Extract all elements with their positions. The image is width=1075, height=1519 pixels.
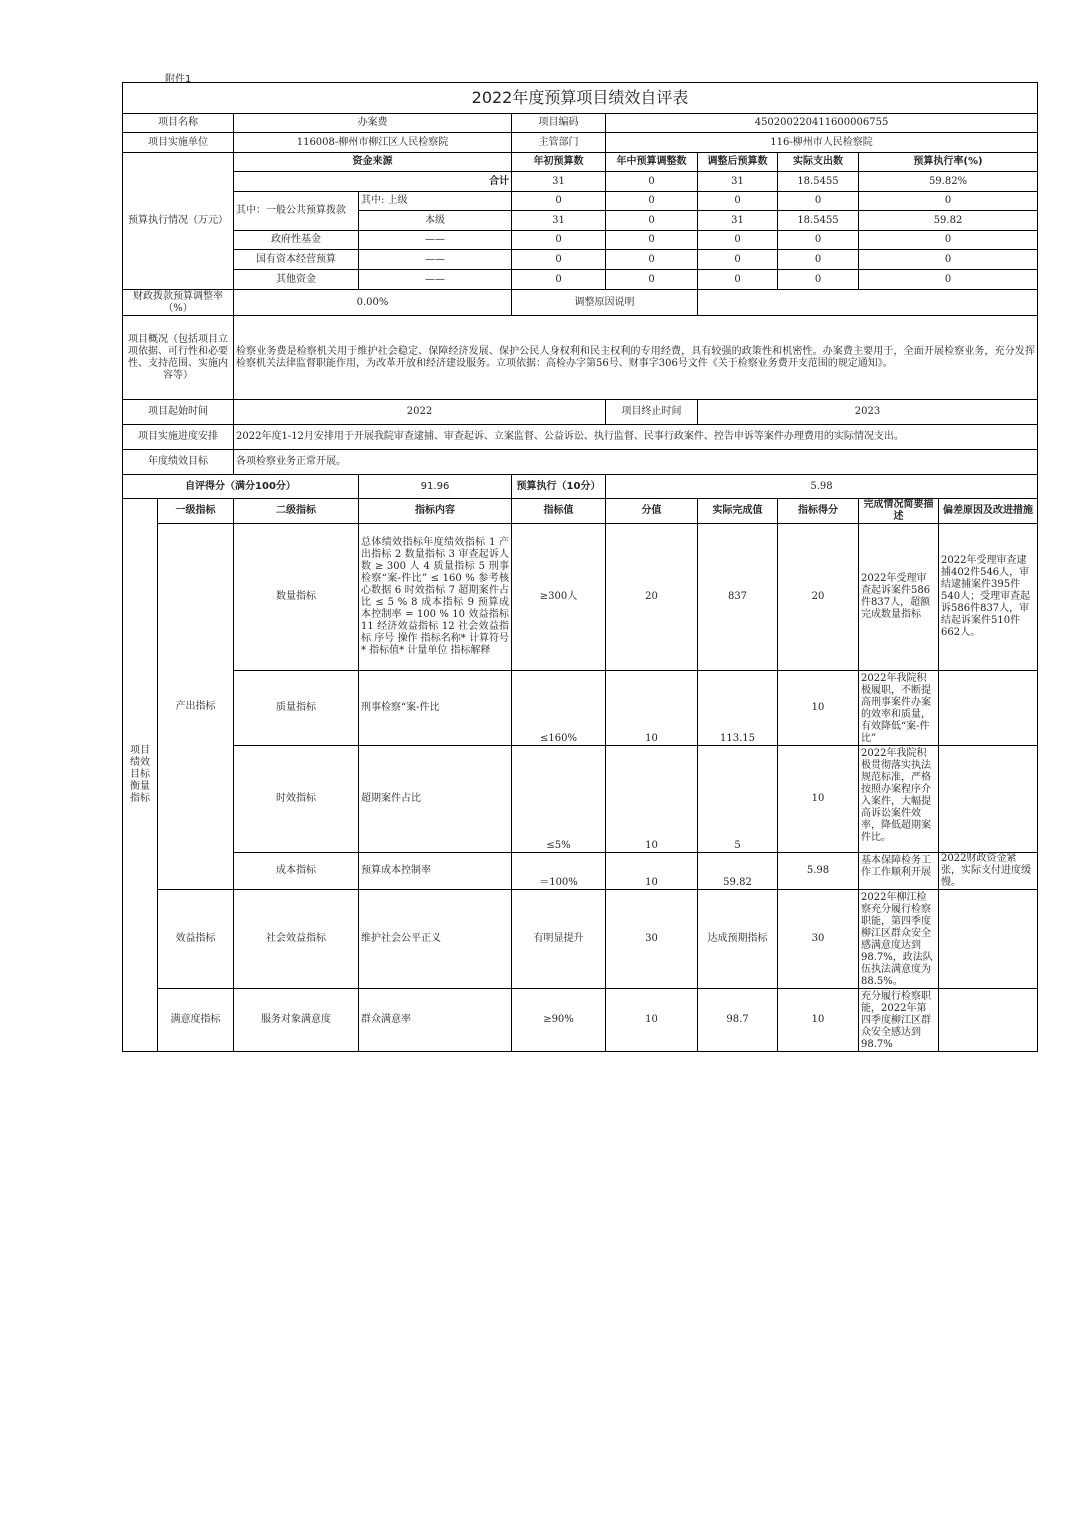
table-row-content: 总体绩效指标年度绩效指标 1 产出指标 2 数量指标 3 审查起诉人数 ≥ 300 人 4 质量指标 5 刑事检察“案-件比” ≤ 160 % 参考核心数据 6 时效指标 7 超期案件占比 ≤ 5 % 8 成本指标 9 预算成本控制率 = 100 % 10 效益指标 11 经济效益指标 12 社会效益指标 序号 操作 指标名称* 计算符号* 指标值* 计量单位 指标解释 bbox=[359, 524, 512, 671]
start-time-value: 2022 bbox=[234, 400, 606, 425]
adjust-rate-value: 0.00% bbox=[234, 290, 512, 316]
overview-label: 项目概况（包括项目立项依据、可行性和必要性、支持范围、实施内容等） bbox=[123, 316, 234, 400]
table-row-desc: 基本保障检务工作工作顺利开展 bbox=[859, 853, 939, 890]
adjust-rate-label: 财政拨款预算调整率（%） bbox=[123, 290, 234, 316]
budget-local-actual: 18.5455 bbox=[778, 211, 859, 231]
overview-text: 检察业务费是检察机关用于维护社会稳定、保障经济发展、保护公民人身权利和民主权利的专用经费，具有较强的政策性和机密性。办案费主要用于，全面开展检察业务，充分发挥检察机关法律监督职能作用，为改革开放和经济建设服务。立项依据：高检办字第56号、财事字306号文件《关于检察业务费开支范围的规定通知》。 bbox=[234, 316, 1038, 400]
adjust-reason-value bbox=[698, 290, 1038, 316]
budget-exec-label: 预算执行（10分） bbox=[512, 475, 606, 499]
budget-exec-value: 5.98 bbox=[606, 475, 1038, 499]
budget-upper-midyear: 0 bbox=[606, 192, 698, 211]
table-row-l2: 社会效益指标 bbox=[234, 890, 359, 989]
table-row-content: 预算成本控制率 bbox=[359, 853, 512, 890]
table-row-actual: 98.7 bbox=[698, 989, 778, 1052]
budget-other-adjusted: 0 bbox=[698, 270, 778, 290]
budget-other-rate: 0 bbox=[859, 270, 1038, 290]
ind-header-content: 指标内容 bbox=[359, 499, 512, 524]
budget-header-initial: 年初预算数 bbox=[512, 153, 606, 172]
budget-statecap-initial: 0 bbox=[512, 250, 606, 270]
table-row-value: 有明显提升 bbox=[512, 890, 606, 989]
budget-statecap-dash: —— bbox=[359, 250, 512, 270]
budget-header-source: 资金来源 bbox=[234, 153, 512, 172]
table-row-l2: 质量指标 bbox=[234, 671, 359, 746]
table-row-desc: 2022年柳江检察充分履行检察职能，第四季度柳江区群众安全感满意度达到98.7%，政法队伍执法满意度为88.5%。 bbox=[859, 890, 939, 989]
table-row-score: 20 bbox=[606, 524, 698, 671]
table-row-content: 超期案件占比 bbox=[359, 746, 512, 853]
unit-label: 项目实施单位 bbox=[123, 133, 234, 153]
budget-upper-initial: 0 bbox=[512, 192, 606, 211]
table-row-score: 10 bbox=[606, 671, 698, 746]
end-time-value: 2023 bbox=[698, 400, 1038, 425]
table-row-reason bbox=[939, 989, 1038, 1052]
table-row-got: 5.98 bbox=[778, 853, 859, 890]
start-time-label: 项目起始时间 bbox=[123, 400, 234, 425]
table-row-content: 刑事检察“案-件比 bbox=[359, 671, 512, 746]
table-row-content: 维护社会公平正义 bbox=[359, 890, 512, 989]
budget-statecap-label: 国有资本经营预算 bbox=[234, 250, 359, 270]
budget-other-label: 其他资金 bbox=[234, 270, 359, 290]
table-row-got: 10 bbox=[778, 989, 859, 1052]
budget-govfund-rate: 0 bbox=[859, 231, 1038, 250]
annual-goal-text: 各项检察业务正常开展。 bbox=[234, 450, 1038, 475]
table-row-score: 10 bbox=[606, 989, 698, 1052]
table-row-got: 10 bbox=[778, 671, 859, 746]
table-row-actual: 5 bbox=[698, 746, 778, 853]
table-row-value: ≥300人 bbox=[512, 524, 606, 671]
ind-header-value: 指标值 bbox=[512, 499, 606, 524]
dept-label: 主管部门 bbox=[512, 133, 606, 153]
table-row-l2: 时效指标 bbox=[234, 746, 359, 853]
progress-text: 2022年度1-12月安排用于开展我院审查逮捕、审查起诉、立案监督、公益诉讼、执行监督、民事行政案件、控告申诉等案件办理费用的实际情况支出。 bbox=[234, 425, 1038, 450]
budget-header-rate: 预算执行率(%) bbox=[859, 153, 1038, 172]
table-row-desc: 2022年我院积极履职，不断提高刑事案件办案的效率和质量，有效降低“案-件比” bbox=[859, 671, 939, 746]
table-row-actual: 837 bbox=[698, 524, 778, 671]
project-name: 办案费 bbox=[234, 114, 512, 133]
budget-local-rate: 59.82 bbox=[859, 211, 1038, 231]
budget-total-adjusted: 31 bbox=[698, 172, 778, 192]
project-code: 450200220411600006755 bbox=[606, 114, 1038, 133]
budget-other-dash: —— bbox=[359, 270, 512, 290]
budget-govfund-adjusted: 0 bbox=[698, 231, 778, 250]
table-row-got: 10 bbox=[778, 746, 859, 853]
table-row-l2: 数量指标 bbox=[234, 524, 359, 671]
annual-goal-label: 年度绩效目标 bbox=[123, 450, 234, 475]
budget-local-midyear: 0 bbox=[606, 211, 698, 231]
budget-total-rate: 59.82% bbox=[859, 172, 1038, 192]
table-row-actual: 59.82 bbox=[698, 853, 778, 890]
budget-total-actual: 18.5455 bbox=[778, 172, 859, 192]
budget-upper-rate: 0 bbox=[859, 192, 1038, 211]
benefit-indicator-label: 效益指标 bbox=[158, 890, 234, 989]
table-row-reason: 2022年受理审查逮捕402件546人，审结逮捕案件395件540人；受理审查起诉586件837人，审结起诉案件510件662人。 bbox=[939, 524, 1038, 671]
budget-other-midyear: 0 bbox=[606, 270, 698, 290]
budget-govfund-midyear: 0 bbox=[606, 231, 698, 250]
budget-other-actual: 0 bbox=[778, 270, 859, 290]
table-row-content: 群众满意率 bbox=[359, 989, 512, 1052]
budget-govfund-initial: 0 bbox=[512, 231, 606, 250]
table-title: 2022年度预算项目绩效自评表 bbox=[123, 83, 1038, 114]
budget-header-adjusted: 调整后预算数 bbox=[698, 153, 778, 172]
budget-header-midyear: 年中预算调整数 bbox=[606, 153, 698, 172]
table-row-score: 10 bbox=[606, 853, 698, 890]
budget-total-label: 合计 bbox=[234, 172, 512, 192]
table-row-value: ≥90% bbox=[512, 989, 606, 1052]
budget-section-label: 预算执行情况（万元） bbox=[123, 153, 234, 290]
self-score-label: 自评得分（满分100分） bbox=[123, 475, 359, 499]
budget-local-adjusted: 31 bbox=[698, 211, 778, 231]
table-row-value: ≤5% bbox=[512, 746, 606, 853]
budget-general-label: 其中：一般公共预算拨款 bbox=[234, 192, 359, 231]
performance-table bbox=[122, 82, 1038, 1052]
table-row-score: 30 bbox=[606, 890, 698, 989]
budget-total-initial: 31 bbox=[512, 172, 606, 192]
budget-upper-label: 其中: 上级 bbox=[359, 192, 512, 211]
table-row-got: 20 bbox=[778, 524, 859, 671]
attachment-label: 附件1 bbox=[165, 74, 192, 85]
budget-total-midyear: 0 bbox=[606, 172, 698, 192]
ind-header-l2: 二级指标 bbox=[234, 499, 359, 524]
budget-other-initial: 0 bbox=[512, 270, 606, 290]
ind-header-l1: 一级指标 bbox=[158, 499, 234, 524]
ind-header-score: 分值 bbox=[606, 499, 698, 524]
table-row-desc: 2022年受理审查起诉案件586件837人，超额完成数量指标 bbox=[859, 524, 939, 671]
table-row-reason bbox=[939, 746, 1038, 853]
output-indicator-label: 产出指标 bbox=[158, 524, 234, 890]
table-row-actual: 113.15 bbox=[698, 671, 778, 746]
unit-value: 116008-柳州市柳江区人民检察院 bbox=[234, 133, 512, 153]
budget-statecap-midyear: 0 bbox=[606, 250, 698, 270]
progress-label: 项目实施进度安排 bbox=[123, 425, 234, 450]
satisfaction-indicator-label: 满意度指标 bbox=[158, 989, 234, 1052]
table-row-reason bbox=[939, 671, 1038, 746]
self-score-value: 91.96 bbox=[359, 475, 512, 499]
budget-statecap-adjusted: 0 bbox=[698, 250, 778, 270]
budget-header-actual: 实际支出数 bbox=[778, 153, 859, 172]
budget-upper-actual: 0 bbox=[778, 192, 859, 211]
budget-local-label: 本级 bbox=[359, 211, 512, 231]
project-code-label: 项目编码 bbox=[512, 114, 606, 133]
table-row-reason: 2022财政资金紧张，实际支付进度缓慢。 bbox=[939, 853, 1038, 890]
table-row-value: ≤160% bbox=[512, 671, 606, 746]
budget-statecap-rate: 0 bbox=[859, 250, 1038, 270]
budget-local-initial: 31 bbox=[512, 211, 606, 231]
table-row-got: 30 bbox=[778, 890, 859, 989]
project-name-label: 项目名称 bbox=[123, 114, 234, 133]
table-row-desc: 充分履行检察职能，2022年第四季度柳江区群众安全感达到98.7% bbox=[859, 989, 939, 1052]
ind-header-desc: 完成情况简要描述 bbox=[859, 499, 939, 524]
indicators-side-label: 项目绩效目标衡量指标 bbox=[123, 499, 158, 1052]
ind-header-got: 指标得分 bbox=[778, 499, 859, 524]
table-row-l2: 服务对象满意度 bbox=[234, 989, 359, 1052]
ind-header-actual: 实际完成值 bbox=[698, 499, 778, 524]
table-row-desc: 2022年我院积极贯彻落实执法规范标准，严格按照办案程序介入案件，大幅提高诉讼案件效率，降低超期案件比。 bbox=[859, 746, 939, 853]
dept-value: 116-柳州市人民检察院 bbox=[606, 133, 1038, 153]
budget-govfund-actual: 0 bbox=[778, 231, 859, 250]
table-row-actual: 达成预期指标 bbox=[698, 890, 778, 989]
adjust-reason-label: 调整原因说明 bbox=[512, 290, 698, 316]
end-time-label: 项目终止时间 bbox=[606, 400, 698, 425]
table-row-value: ＝100% bbox=[512, 853, 606, 890]
table-row-score: 10 bbox=[606, 746, 698, 853]
budget-govfund-dash: —— bbox=[359, 231, 512, 250]
table-row-l2: 成本指标 bbox=[234, 853, 359, 890]
budget-statecap-actual: 0 bbox=[778, 250, 859, 270]
table-row-reason bbox=[939, 890, 1038, 989]
budget-upper-adjusted: 0 bbox=[698, 192, 778, 211]
budget-govfund-label: 政府性基金 bbox=[234, 231, 359, 250]
ind-header-reason: 偏差原因及改进措施 bbox=[939, 499, 1038, 524]
